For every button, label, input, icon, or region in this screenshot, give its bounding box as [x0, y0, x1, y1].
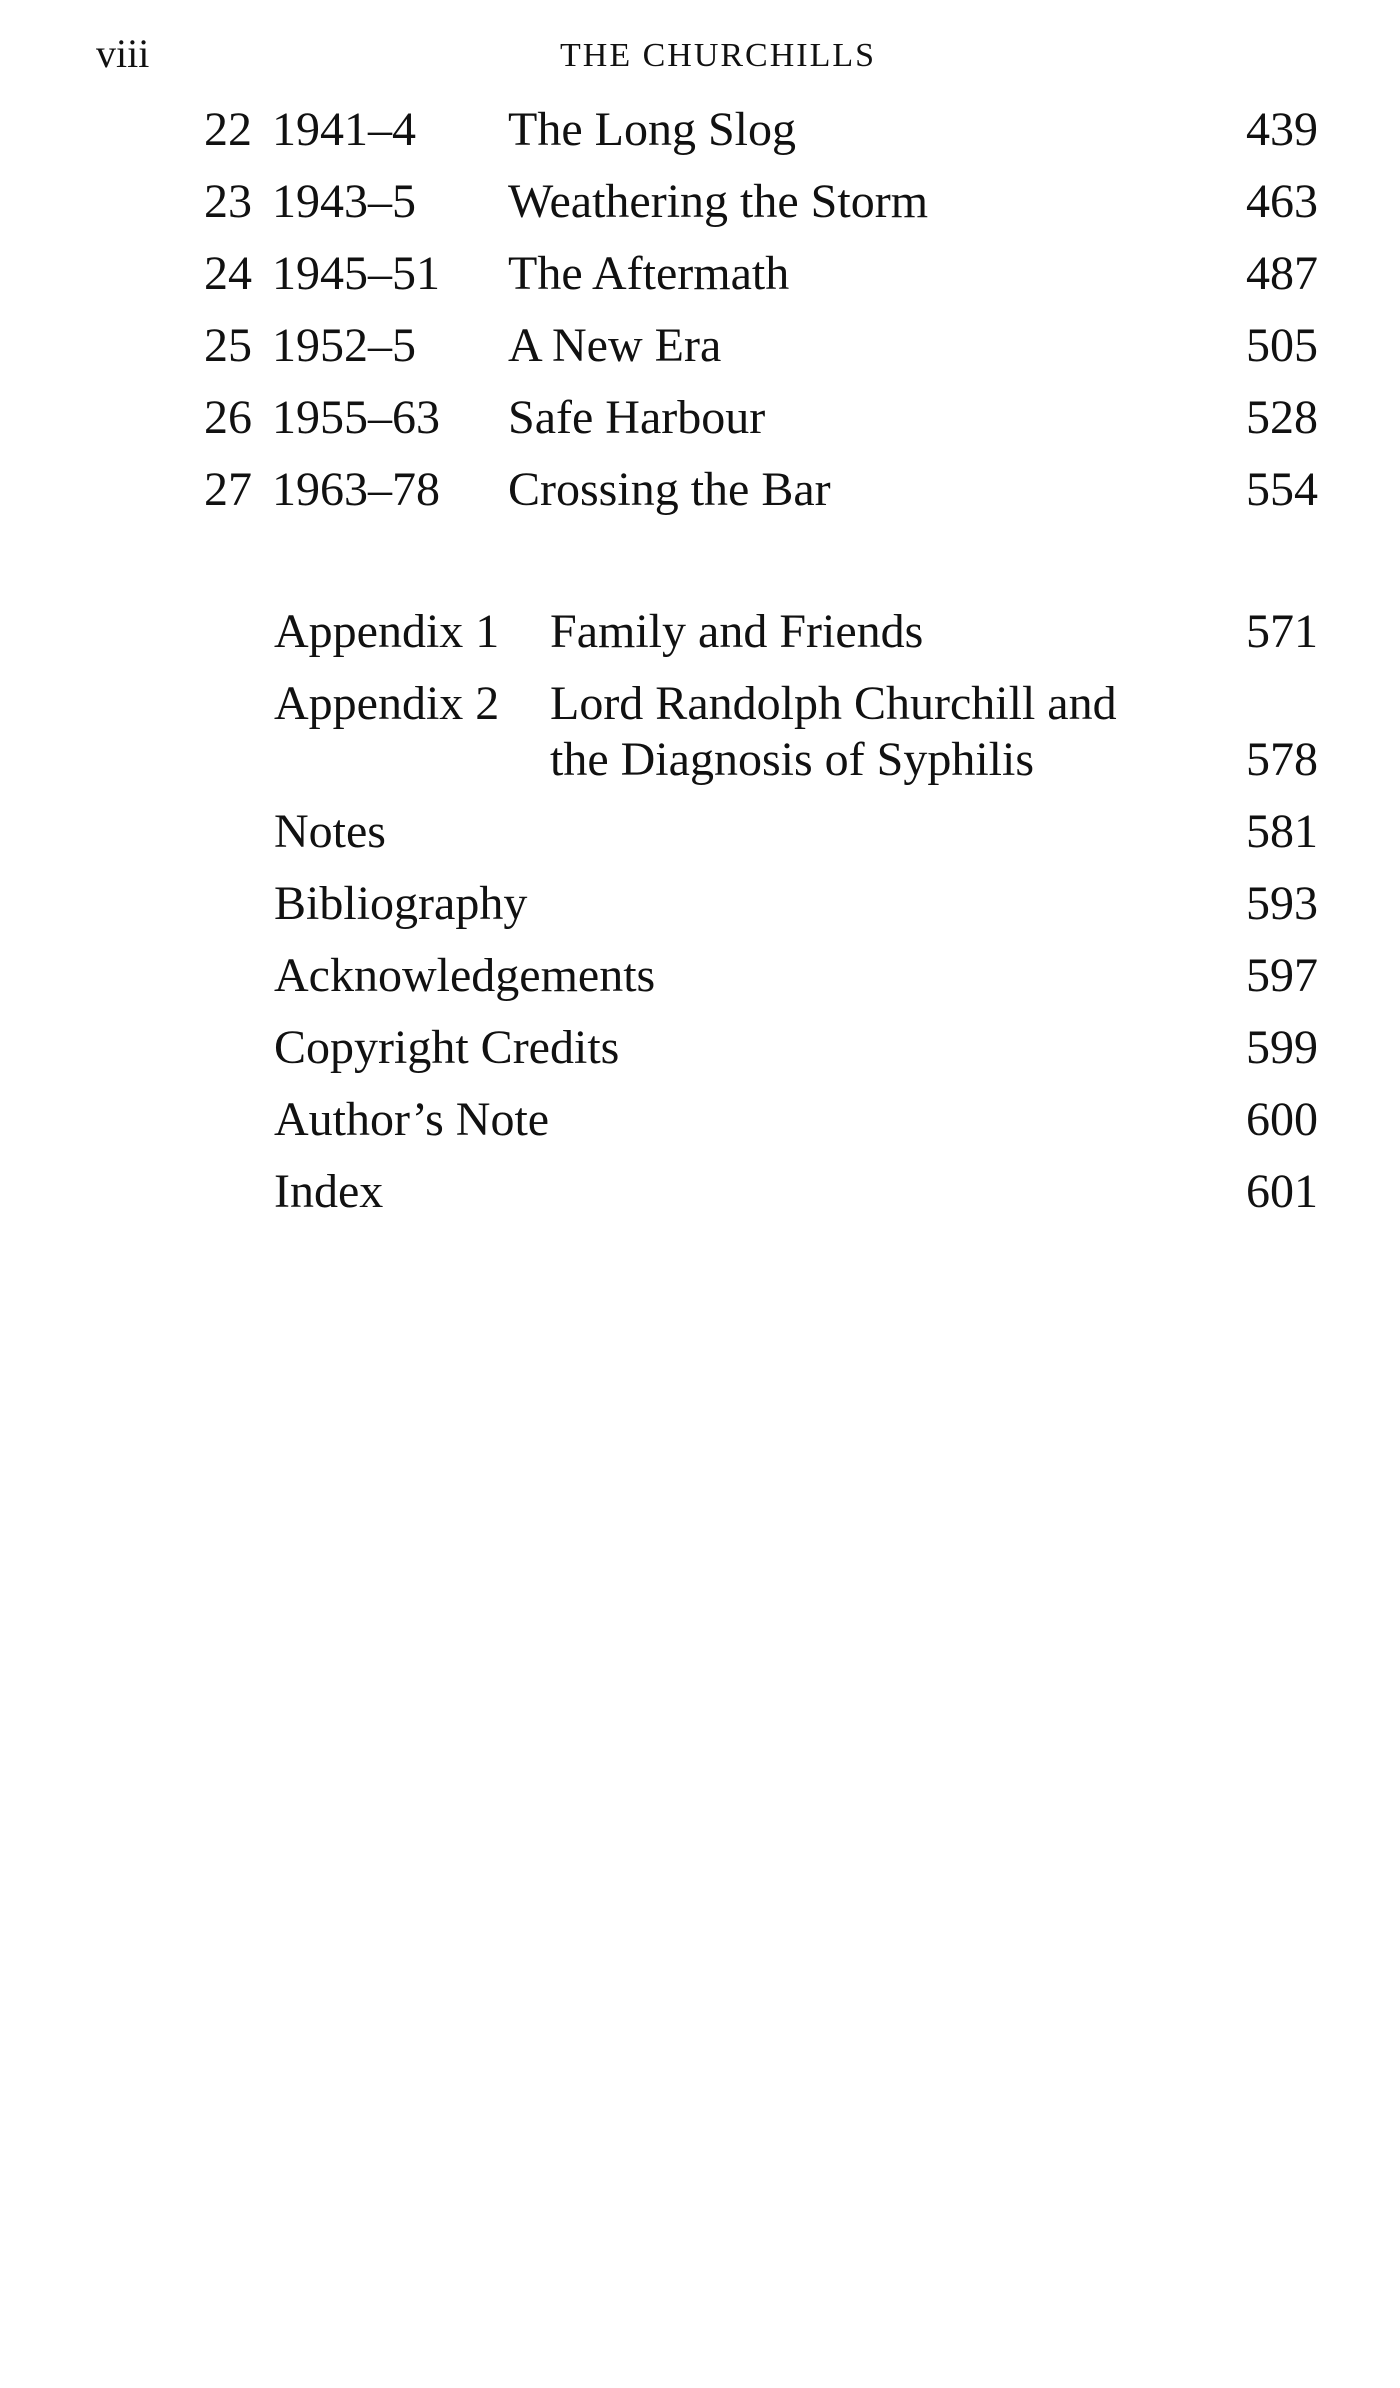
chapter-title: Weathering the Storm [508, 175, 929, 228]
chapter-title: Crossing the Bar [508, 463, 831, 516]
chapter-years: 1941–4 [272, 103, 416, 156]
appendix-label: Appendix 1 [274, 605, 500, 658]
end-matter-label: Author’s Note [274, 1093, 550, 1146]
appendix-title-line1: Lord Randolph Churchill and [550, 677, 1117, 730]
end-matter-authors-note [0, 1090, 1400, 1150]
chapter-number: 23 [204, 175, 252, 228]
appendix-label: Appendix 2 [274, 677, 500, 730]
end-matter-page: 597 [1246, 949, 1318, 1002]
chapter-row-23 [0, 172, 1400, 232]
end-matter-page: 599 [1246, 1021, 1318, 1074]
chapter-number: 27 [204, 463, 252, 516]
appendix-title: Family and Friends [550, 605, 924, 658]
end-matter-label: Bibliography [274, 877, 528, 930]
chapter-years: 1952–5 [272, 319, 416, 372]
appendix-page: 571 [1246, 605, 1318, 658]
appendix-title-line2: the Diagnosis of Syphilis [550, 733, 1035, 786]
chapter-title: Safe Harbour [508, 391, 766, 444]
end-matter-page: 581 [1246, 805, 1318, 858]
end-matter-page: 600 [1246, 1093, 1318, 1146]
chapter-page: 505 [1246, 319, 1318, 372]
appendix-row-1 [0, 604, 1400, 664]
chapter-page: 439 [1246, 103, 1318, 156]
chapter-number: 25 [204, 319, 252, 372]
chapter-years: 1945–51 [272, 247, 440, 300]
end-matter-acknowledgements [0, 946, 1400, 1006]
chapter-title: A New Era [508, 319, 722, 372]
chapter-number: 22 [204, 103, 252, 156]
end-matter-label: Acknowledgements [274, 949, 656, 1002]
chapter-page: 487 [1246, 247, 1318, 300]
chapter-row-24 [0, 244, 1400, 304]
end-matter-index [0, 1162, 1400, 1222]
chapter-row-26 [0, 388, 1400, 448]
page-number: viii [96, 31, 150, 76]
chapter-number: 26 [204, 391, 252, 444]
chapter-row-22 [0, 100, 1400, 160]
end-matter-page: 593 [1246, 877, 1318, 930]
chapter-years: 1943–5 [272, 175, 416, 228]
chapter-title: The Long Slog [508, 103, 796, 156]
chapter-page: 463 [1246, 175, 1318, 228]
appendix-page: 578 [1246, 733, 1318, 786]
end-matter-label: Index [274, 1165, 384, 1218]
appendix-row-2 [0, 676, 1400, 788]
chapter-page: 528 [1246, 391, 1318, 444]
chapter-row-27 [0, 460, 1400, 520]
chapter-row-25 [0, 316, 1400, 376]
end-matter-copyright-credits [0, 1018, 1400, 1078]
running-title: THE CHURCHILLS [560, 37, 877, 74]
end-matter-bibliography [0, 874, 1400, 934]
end-matter-notes [0, 802, 1400, 862]
chapter-number: 24 [204, 247, 252, 300]
end-matter-label: Notes [274, 805, 386, 858]
end-matter-label: Copyright Credits [274, 1021, 620, 1074]
chapter-years: 1955–63 [272, 391, 440, 444]
end-matter-page: 601 [1246, 1165, 1318, 1218]
chapter-title: The Aftermath [508, 247, 790, 300]
chapter-page: 554 [1246, 463, 1318, 516]
chapter-years: 1963–78 [272, 463, 440, 516]
